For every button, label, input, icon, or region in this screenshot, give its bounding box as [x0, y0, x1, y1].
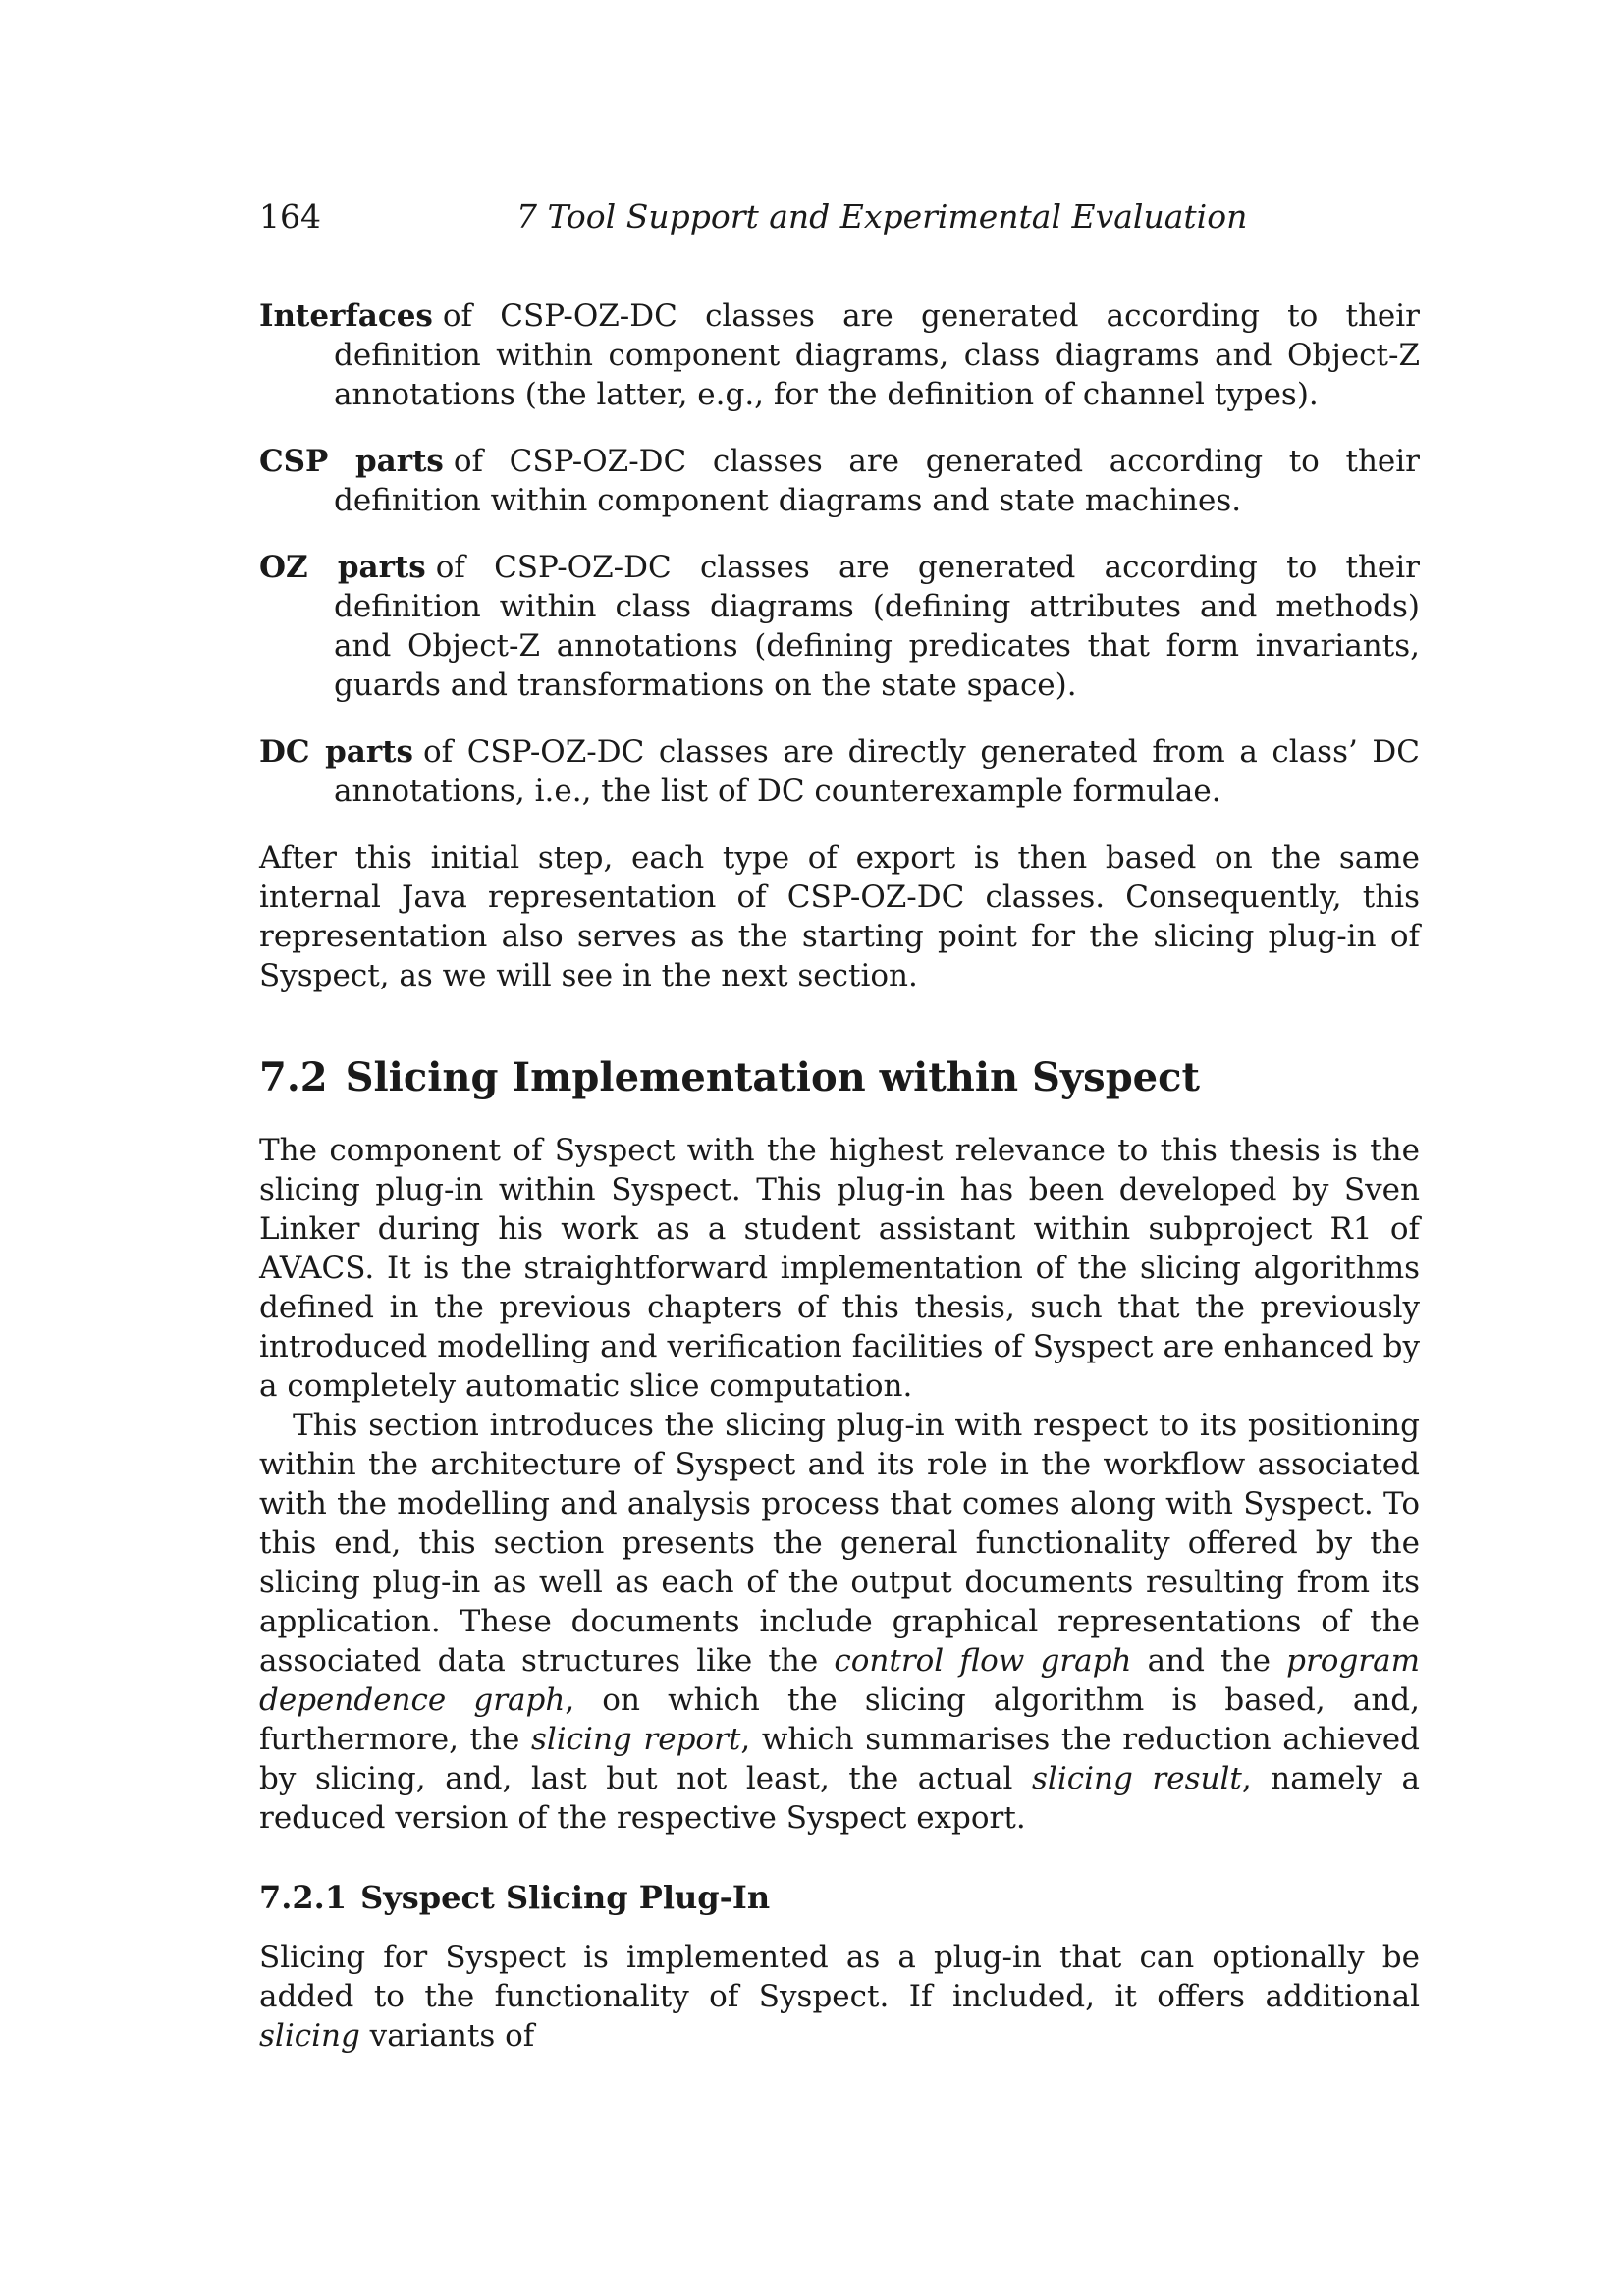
definition-text: of CSP-OZ-DC classes are generated according to their definition within component diagrams and state machines.	[334, 444, 1420, 518]
page-number: 164	[259, 197, 321, 236]
definition-term: CSP parts	[259, 444, 444, 479]
section-title: Slicing Implementation within Syspect	[345, 1054, 1200, 1100]
definition-item-interfaces	[259, 296, 1420, 414]
section-paragraph-2: This section introduces the slicing plug-in with respect to its positioning within the architecture of Syspect and its role in the workflow associated with the modelling and analysis process that comes along with Syspect. To this end, this section presents the general functionality offered by the slicing plug-in as well as each of the output documents resulting from its application. These documents include graphical representations of the associated data structures like the control flow graph and the program dependence graph, on which the slicing algorithm is based, and, furthermore, the slicing report, which summarises the reduction achieved by slicing, and, last but not least, the actual slicing result, namely a reduced version of the respective Syspect export.	[259, 1408, 1420, 1836]
definition-item-dc-parts	[259, 732, 1420, 811]
running-header	[259, 194, 1420, 240]
definition-term: Interfaces	[259, 298, 433, 334]
definition-item-csp-parts	[259, 442, 1420, 520]
chapter-title: 7 Tool Support and Experimental Evaluation	[516, 197, 1248, 236]
subsection-number: 7.2.1	[259, 1879, 348, 1916]
subsection-paragraph: Slicing for Syspect is implemented as a plug-in that can optionally be added to the functionality of Syspect. If included, it offers additional slicing variants of	[259, 1940, 1420, 2054]
subsection-heading	[259, 1877, 1420, 1918]
definition-text: of CSP-OZ-DC classes are directly generated from a class’ DC annotations, i.e., the list of DC counterexample formulae.	[334, 734, 1421, 809]
definition-item-oz-parts	[259, 548, 1420, 705]
definition-text: of CSP-OZ-DC classes are generated according to their definition within class diagrams (defining attributes and methods) and Object-Z annotations (defining predicates that form invariants, guards and transformations on the state space).	[334, 550, 1420, 703]
body-text	[259, 296, 1420, 2056]
term-slicing-report: slicing report	[530, 1722, 741, 1757]
section-paragraph-1: The component of Syspect with the highest relevance to this thesis is the slicing plug-in within Syspect. This plug-in has been developed by Sven Linker during his work as a student assistant within subproject R1 of AVACS. It is the straightforward implementation of the slicing algorithms defined in the previous chapters of this thesis, such that the previously introduced modelling and verification facilities of Syspect are enhanced by a completely automatic slice computation.	[259, 1133, 1420, 1404]
term-program-dependence-graph: program dependence graph	[259, 1643, 1420, 1718]
term-slicing-result: slicing result	[1032, 1761, 1242, 1796]
subsection-title: Syspect Slicing Plug-In	[360, 1879, 771, 1916]
section-heading	[259, 1050, 1420, 1105]
definition-term: DC parts	[259, 734, 413, 770]
section-number: 7.2	[259, 1054, 328, 1100]
definition-text: of CSP-OZ-DC classes are generated according to their definition within component diagrams, class diagrams and Object-Z annotations (the latter, e.g., for the definition of channel types).	[334, 298, 1420, 412]
definition-term: OZ parts	[259, 550, 426, 585]
intro-paragraph: After this initial step, each type of export is then based on the same internal Java representation of CSP-OZ-DC classes. Consequently, this representation also serves as the starting point for the slicing plug-in of Syspect, as we will see in the next section.	[259, 840, 1420, 993]
term-slicing: slicing	[259, 2018, 360, 2054]
term-control-flow-graph: control flow graph	[834, 1643, 1132, 1679]
